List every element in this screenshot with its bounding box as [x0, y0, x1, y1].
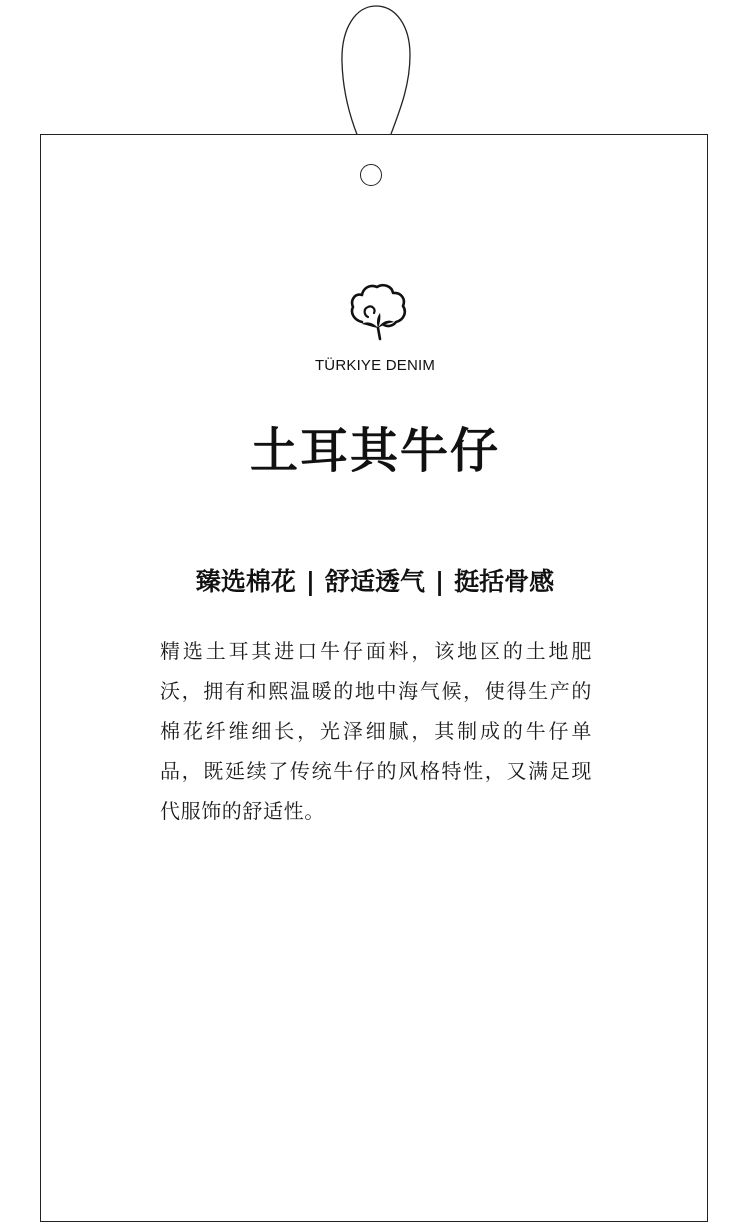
feature-separator: |	[305, 567, 315, 596]
tag-eyelet-hole	[360, 164, 382, 186]
cotton-flower-icon	[348, 282, 408, 342]
tag-title: 土耳其牛仔	[249, 423, 500, 479]
brand-label: TÜRKIYE DENIM	[314, 357, 436, 374]
feature-item: 挺括骨感	[454, 567, 555, 596]
description-paragraph: 精选土耳其进口牛仔面料，该地区的土地肥沃，拥有和熙温暖的地中海气候，使得生产的棉花纤维细长，光泽细腻，其制成的牛仔单品，既延续了传统牛仔的风格特性，又满足现代服饰的舒适性。	[160, 639, 592, 823]
feature-item: 舒适透气	[324, 567, 425, 596]
feature-item: 臻选棉花	[195, 567, 296, 596]
feature-separator: |	[435, 567, 445, 596]
feature-line	[0, 562, 750, 598]
